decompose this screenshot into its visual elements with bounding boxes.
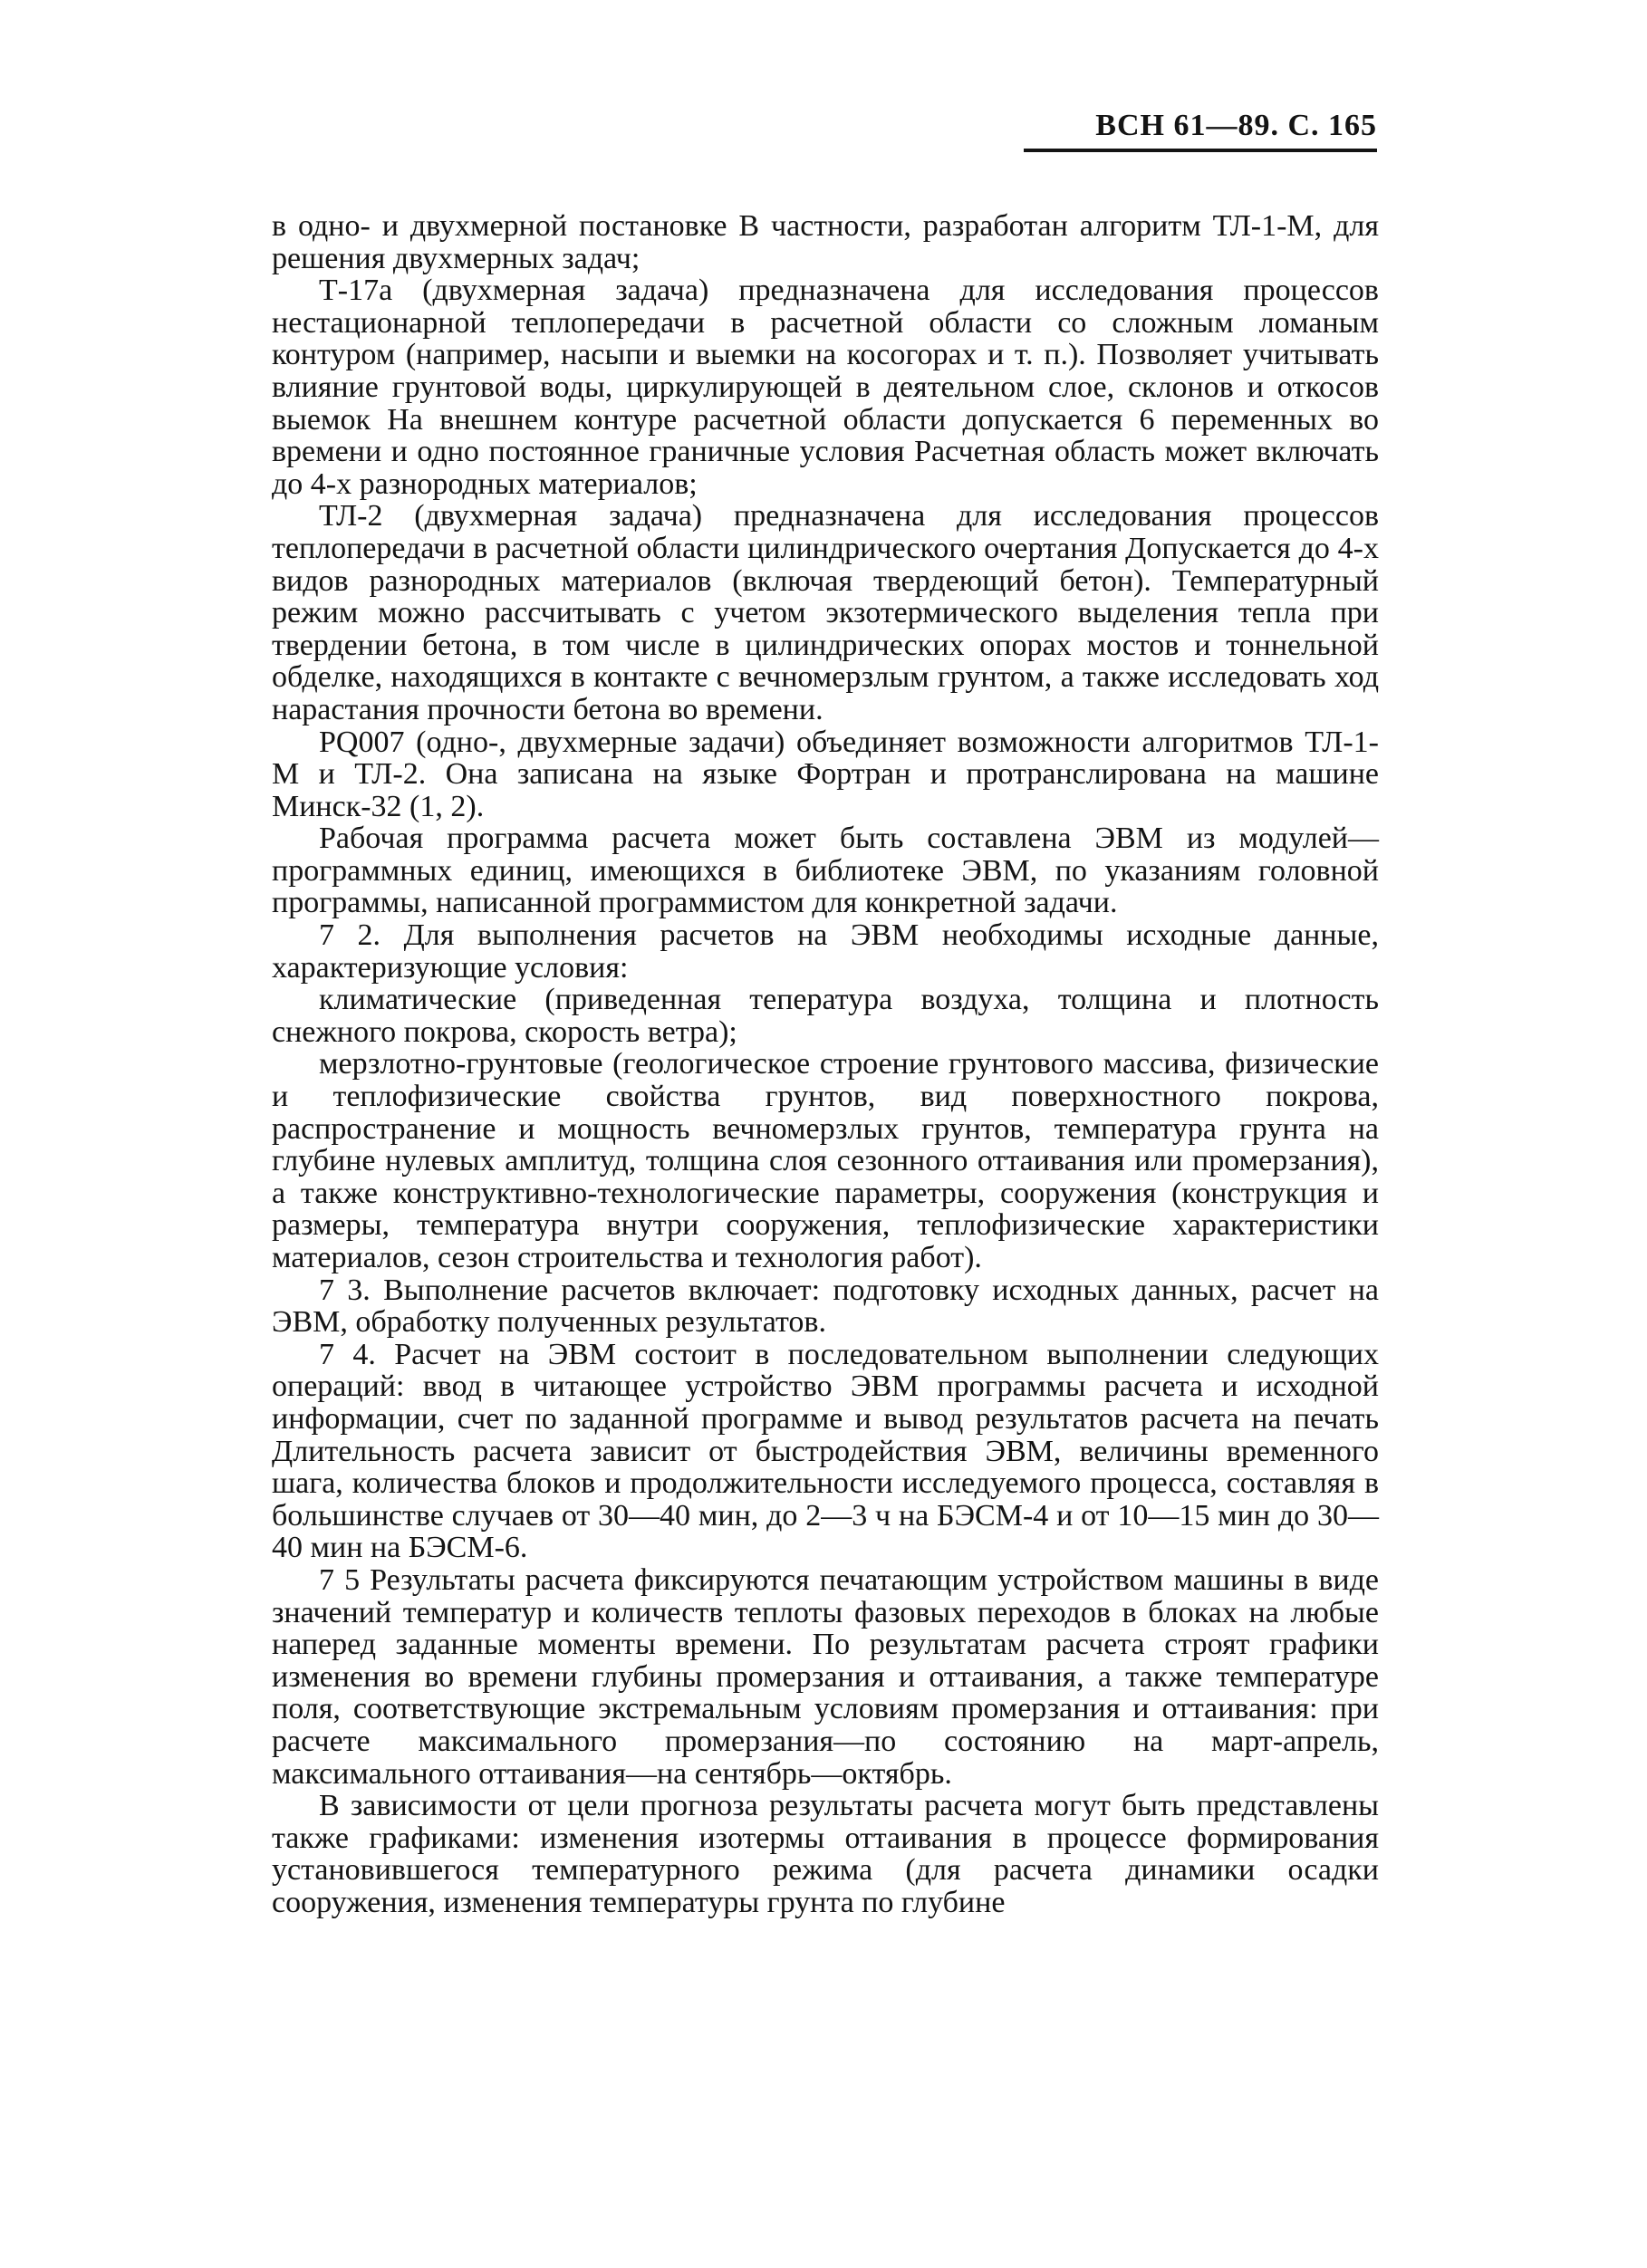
paragraph-working-program: Рабочая программа расчета может быть составлена ЭВМ из модулей—программных единиц, имеющихся в библиотеке ЭВМ, по указаниям головной программы, написанной программистом для конкретной задачи.: [272, 822, 1379, 920]
paragraph-permafrost: мерзлотно-грунтовые (геологическое строение грунтового массива, физические и теплофизические свойства грунтов, вид поверхностного покрова, распространение и мощность вечномерзлых грунтов, температура грунта на глубине нулевых амплитуд, толщина слоя сезонного оттаивания или промерзания), а также конструктивно-технологические параметры, сооружения (конструкция и размеры, температура внутри сооружения, теплофизические характеристики материалов, сезон строительства и технология работ).: [272, 1047, 1379, 1274]
paragraph-continuation: в одно- и двухмерной постановке В частности, разработан алгоритм ТЛ-1-М, для решения двухмерных задач;: [272, 209, 1379, 275]
paragraph-7-2: 7 2. Для выполнения расчетов на ЭВМ необходимы исходные данные, характеризующие условия:: [272, 918, 1379, 985]
paragraph-pq007: PQ007 (одно-, двухмерные задачи) объединяет возможности алгоритмов ТЛ-1-М и ТЛ-2. Она записана на языке Фортран и протранслирована на машине Минск-32 (1, 2).: [272, 725, 1379, 823]
paragraph-7-5: 7 5 Результаты расчета фиксируются печатающим устройством машины в виде значений температур и количеств теплоты фазовых переходов в блоках на любые наперед заданные моменты времени. По результатам расчета строят графики изменения во времени глубины промерзания и оттаивания, а также температуре поля, соответствующие экстремальным условиям промерзания и оттаивания: при расчете максимального промерзания—по состоянию на март-апрель, максимального оттаивания—на сентябрь—октябрь.: [272, 1562, 1379, 1791]
paragraph-t17a: Т-17а (двухмерная задача) предназначена для исследования процессов нестационарной теплопередачи в расчетной области со сложным ломаным контуром (например, насыпи и выемки на косогорах и т. п.). Позволяет учитывать влияние грунтовой воды, циркулирующей в деятельном слое, склонов и откосов выемок На внешнем контуре расчетной области допускается 6 переменных во времени и одно постоянное граничные условия Расчетная область может включать до 4-х разнородных материалов;: [272, 274, 1379, 501]
paragraph-forecast: В зависимости от цели прогноза результаты расчета могут быть представлены также графиками: изменения изотермы оттаивания в процессе формирования установившегося температурного режима (для расчета динамики осадки сооружения, изменения температуры грунта по глубине: [272, 1789, 1379, 1919]
body-text: [272, 210, 1379, 1918]
paragraph-tl2: ТЛ-2 (двухмерная задача) предназначена для исследования процессов теплопередачи в расчетной области цилиндрического очертания Допускается до 4-х видов разнородных материалов (включая твердеющий бетон). Температурный режим можно рассчитывать с учетом экзотермического выделения тепла при твердении бетона, в том числе в цилиндрических опорах мостов и тоннельной обделке, находящихся в контакте с вечномерзлым грунтом, а также исследовать ход нарастания прочности бетона во времени.: [272, 499, 1379, 726]
paragraph-7-4: 7 4. Расчет на ЭВМ состоит в последовательном выполнении следующих операций: ввод в читающее устройство ЭВМ программы расчета и исходной информации, счет по заданной программе и вывод результатов расчета на печать Длительность расчета зависит от быстродействия ЭВМ, величины временного шага, количества блоков и продолжительности исследуемого процесса, составляя в большинстве случаев от 30—40 мин, до 2—3 ч на БЭСМ-4 и от 10—15 мин до 30—40 мин на БЭСМ-6.: [272, 1337, 1379, 1565]
running-header: ВСН 61—89. С. 165: [1024, 105, 1377, 152]
paragraph-7-3: 7 3. Выполнение расчетов включает: подготовку исходных данных, расчет на ЭВМ, обработку полученных результатов.: [272, 1273, 1379, 1340]
paragraph-climatic: климатические (приведенная тепература воздуха, толщина и плотность снежного покрова, скорость ветра);: [272, 983, 1379, 1049]
